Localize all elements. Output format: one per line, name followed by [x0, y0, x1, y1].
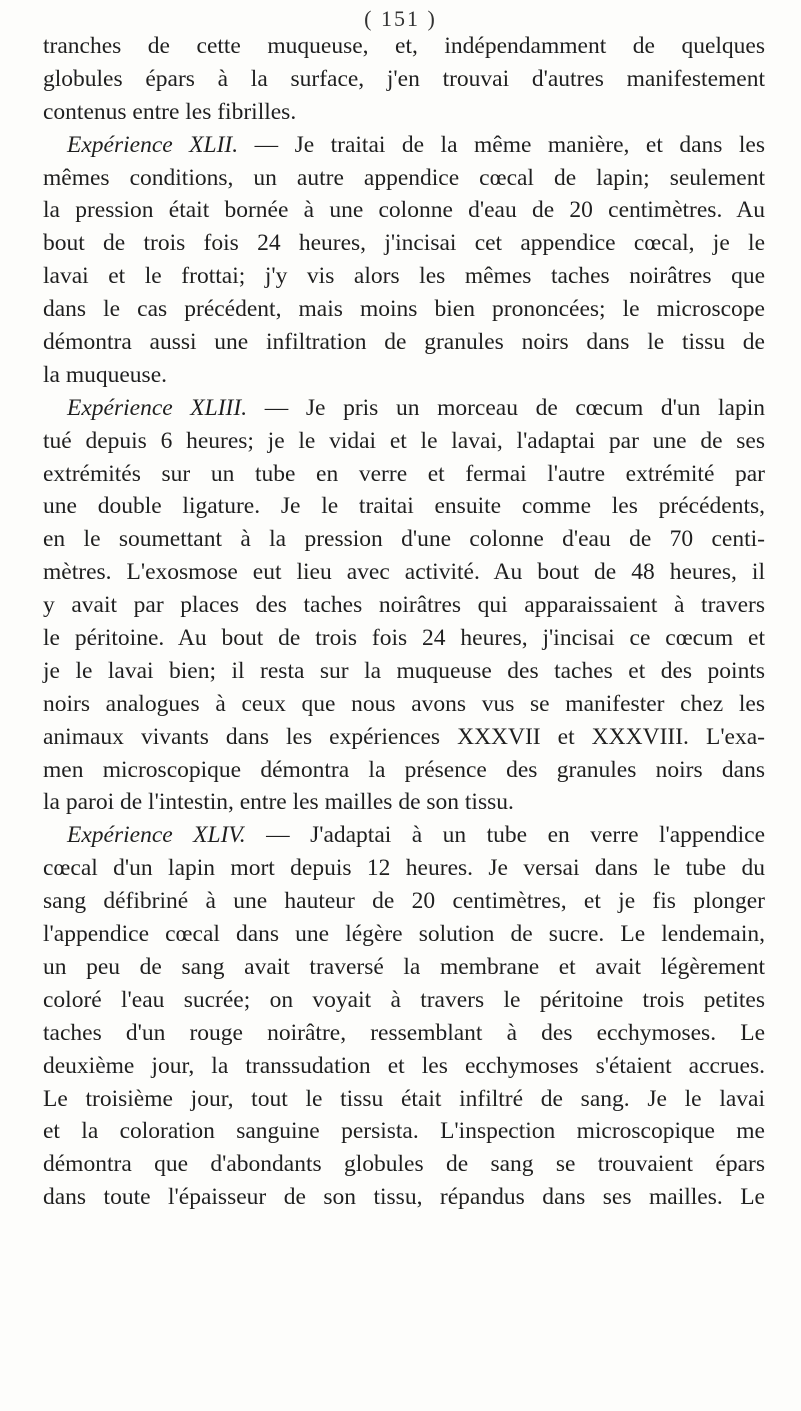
text-line: — J'adaptai à un tube en verre l'appendice: [266, 822, 765, 849]
text-line: cœcal d'un lapin mort depuis 12 heures. Je versai dans le tube du: [43, 855, 765, 882]
text-line: taches d'un rouge noirâtre, ressemblant à des ecchymoses. Le: [43, 1019, 765, 1046]
text-line: et la coloration sanguine persista. L'inspection microscopique me: [43, 1118, 765, 1145]
text-line: globules épars à la surface, j'en trouvai d'autres manifestement: [43, 65, 765, 92]
text-line: Le troisième jour, tout le tissu était infiltré de sang. Je le lavai: [43, 1085, 765, 1112]
experiment-paragraph-xliv: [43, 819, 765, 852]
text-line: la muqueuse.: [43, 361, 167, 388]
text-line: y avait par places des taches noirâtres qui apparaissaient à travers: [43, 592, 765, 619]
text-line: extrémités sur un tube en verre et fermai l'autre extrémité par: [43, 460, 765, 487]
text-line: l'appendice cœcal dans une légère solution de sucre. Le lendemain,: [43, 921, 765, 948]
experiment-heading-xlii: Expérience XLII.: [67, 131, 239, 158]
page-number: ( 151 ): [364, 6, 437, 31]
text-line: je le lavai bien; il resta sur la muqueuse des taches et des points: [43, 657, 765, 684]
experiment-heading-xliii: Expérience XLIII.: [67, 394, 248, 421]
text-line: mêmes conditions, un autre appendice cœcal de lapin; seulement: [43, 164, 765, 191]
experiment-paragraph-xliii: [43, 392, 765, 425]
text-line: contenus entre les fibrilles.: [43, 98, 297, 125]
text-line: la paroi de l'intestin, entre les mailles de son tissu.: [43, 789, 514, 816]
text-line: en le soumettant à la pression d'une colonne d'eau de 70 centi-: [43, 526, 765, 553]
text-line: un peu de sang avait traversé la membrane et avait légèrement: [43, 953, 765, 980]
text-line: bout de trois fois 24 heures, j'incisai cet appendice cœcal, je le: [43, 230, 765, 257]
text-line: dans le cas précédent, mais moins bien prononcées; le microscope: [43, 296, 765, 323]
text-line: coloré l'eau sucrée; on voyait à travers le péritoine trois petites: [43, 986, 765, 1013]
text-line: — Je pris un morceau de cœcum d'un lapin: [264, 394, 765, 421]
text-line: démontra que d'abondants globules de sang se trouvaient épars: [43, 1151, 765, 1178]
experiment-paragraph-xlii: [43, 129, 765, 162]
text-line: mètres. L'exosmose eut lieu avec activité. Au bout de 48 heures, il: [43, 559, 765, 586]
body-text: [43, 30, 765, 1214]
text-line: une double ligature. Je le traitai ensuite comme les précédents,: [43, 493, 765, 520]
experiment-heading-xliv: Expérience XLIV.: [67, 822, 246, 849]
text-line: dans toute l'épaisseur de son tissu, répandus dans ses mailles. Le: [43, 1184, 765, 1211]
text-line: lavai et le frottai; j'y vis alors les mêmes taches noirâtres que: [43, 263, 765, 290]
text-line: sang défibriné à une hauteur de 20 centimètres, et je fis plonger: [43, 888, 765, 915]
text-line: animaux vivants dans les expériences XXXVII et XXXVIII. L'exa-: [43, 723, 765, 750]
text-line: men microscopique démontra la présence des granules noirs dans: [43, 756, 765, 783]
text-line: noirs analogues à ceux que nous avons vus se manifester chez les: [43, 690, 765, 717]
text-line: tué depuis 6 heures; je le vidai et le lavai, l'adaptai par une de ses: [43, 427, 765, 454]
text-line: deuxième jour, la transsudation et les ecchymoses s'étaient accrues.: [43, 1052, 765, 1079]
text-line: la pression était bornée à une colonne d'eau de 20 centimètres. Au: [43, 197, 765, 224]
text-line: démontra aussi une infiltration de granules noirs dans le tissu de: [43, 329, 765, 356]
text-line: tranches de cette muqueuse, et, indépendamment de quelques: [43, 33, 765, 59]
text-line: le péritoine. Au bout de trois fois 24 heures, j'incisai ce cœcum et: [43, 625, 765, 652]
text-line: — Je traitai de la même manière, et dans les: [254, 131, 765, 158]
